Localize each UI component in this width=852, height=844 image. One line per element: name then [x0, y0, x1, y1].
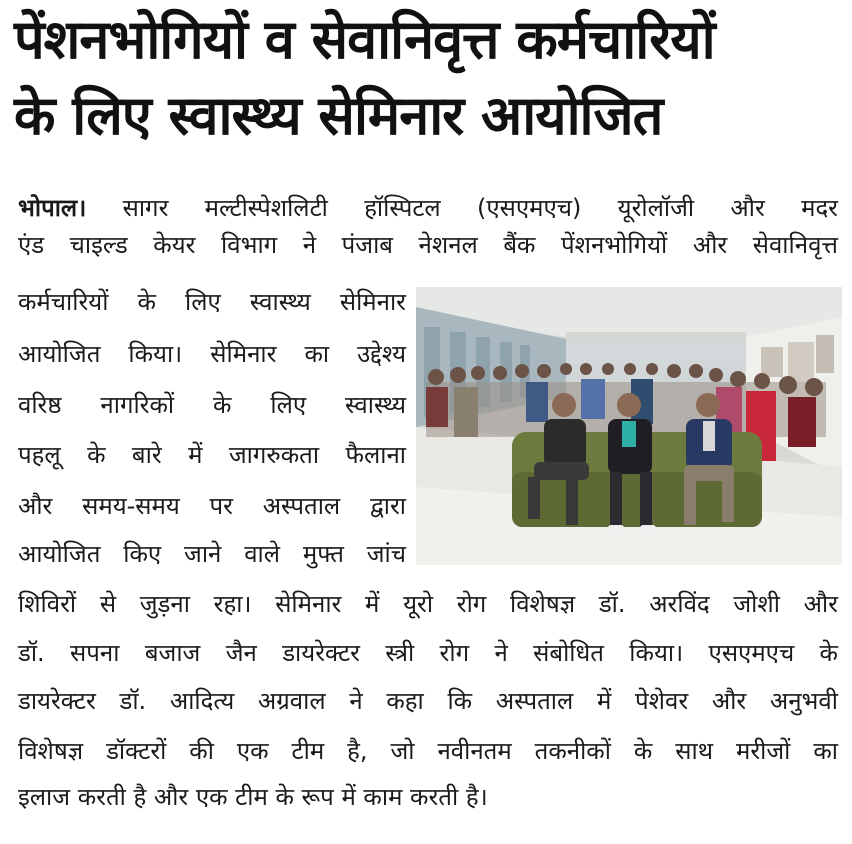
body-line-5: वरिष्ठ नागरिकों के लिए स्वास्थ्य — [18, 391, 406, 419]
body-line-1 — [18, 193, 838, 223]
body-line-10: डॉ. सपना बजाज जैन डायरेक्टर स्त्री रोग ने संबोधित किया। एसएमएच के — [18, 639, 838, 667]
body-line-1-text: सागर मल्टीस्पेशलिटी हॉस्पिटल (एसएमएच) यूरोलॉजी और मदर — [86, 194, 838, 222]
body-line-13: इलाज करती है और एक टीम के रूप में काम करती है। — [18, 783, 488, 811]
headline — [14, 2, 844, 154]
body-line-11: डायरेक्टर डॉ. आदित्य अग्रवाल ने कहा कि अस्पताल में पेशेवर और अनुभवी — [18, 687, 838, 715]
body-line-9: शिविरों से जुड़ना रहा। सेमिनार में यूरो रोग विशेषज्ञ डॉ. अरविंद जोशी और — [18, 590, 838, 618]
body-line-7: और समय-समय पर अस्पताल द्वारा — [18, 492, 406, 520]
seminar-audience-photo-icon — [416, 287, 842, 565]
body-line-12: विशेषज्ञ डॉक्टरों की एक टीम है, जो नवीनतम तकनीकों के साथ मरीजों का — [18, 737, 838, 765]
dateline: भोपाल। — [18, 194, 87, 222]
body-line-3: कर्मचारियों के लिए स्वास्थ्य सेमिनार — [18, 288, 406, 316]
body-line-4: आयोजित किया। सेमिनार का उद्देश्य — [18, 340, 406, 368]
body-line-8: आयोजित किए जाने वाले मुफ्त जांच — [18, 540, 406, 568]
body-line-6: पहलू के बारे में जागरुकता फैलाना — [18, 441, 406, 469]
body-line-2: एंड चाइल्ड केयर विभाग ने पंजाब नेशनल बैंक पेंशनभोगियों और सेवानिवृत्त — [18, 231, 838, 259]
headline-line-2: के लिए स्वास्थ्य सेमिनार आयोजित — [14, 84, 663, 147]
headline-line-1: पेंशनभोगियों व सेवानिवृत्त कर्मचारियों — [14, 8, 715, 71]
seminar-photo — [416, 287, 842, 565]
